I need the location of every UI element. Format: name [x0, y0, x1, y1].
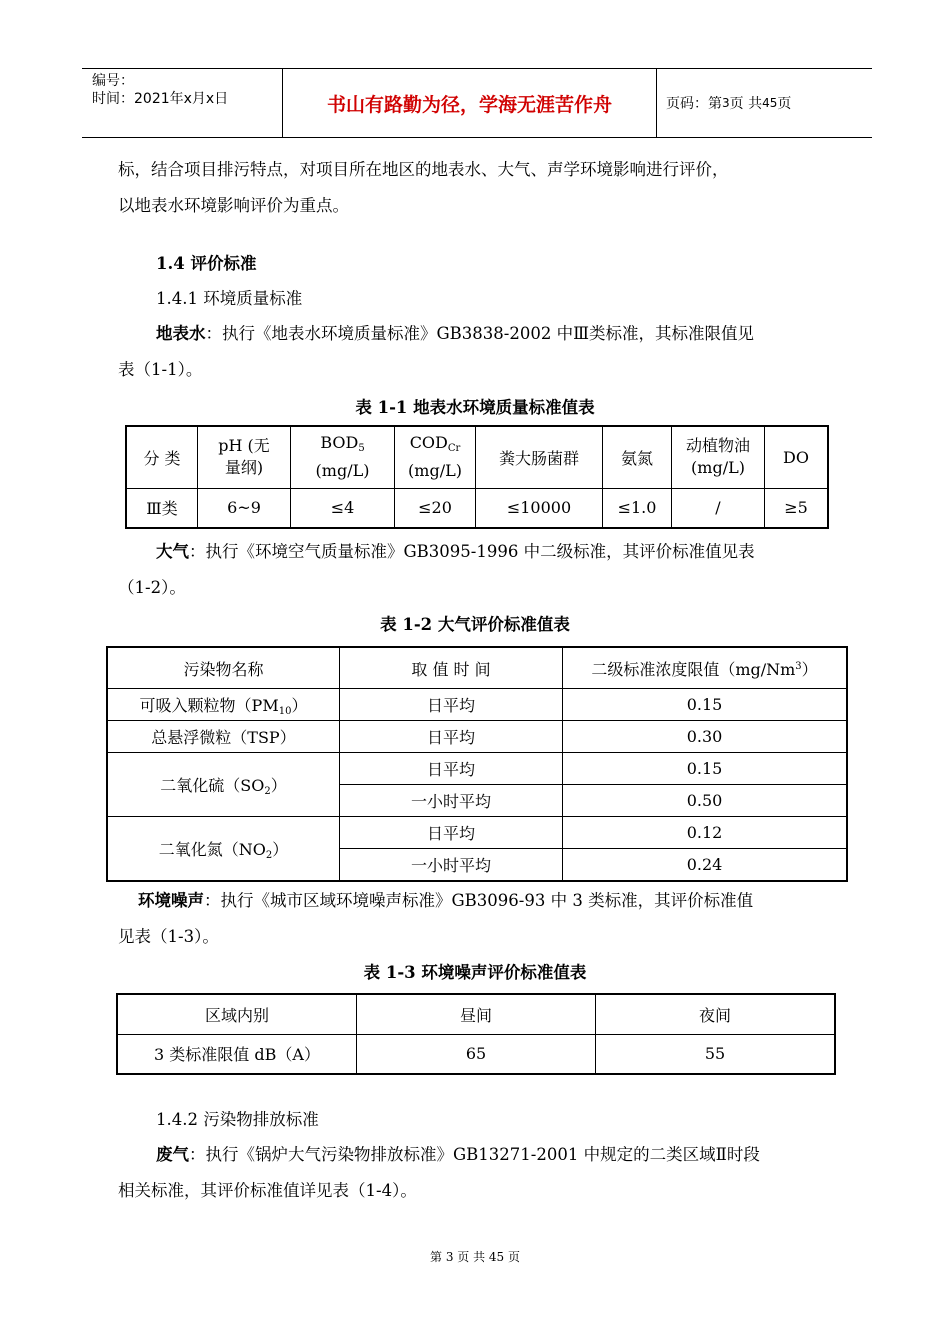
table-cell: 0.15 [563, 753, 848, 785]
header-cod-sub: Cr [447, 443, 461, 455]
header-cod [395, 432, 475, 460]
header-coliform: 粪大肠菌群 [498, 448, 579, 468]
header-oil-2: (mg/L) [691, 458, 745, 478]
header-page-mid: 页 共 [729, 96, 763, 112]
header-page-end: 页 [777, 96, 792, 112]
air-line-1 [118, 534, 838, 570]
noise-text-1: ：执行《城市区域环境噪声标准》GB3096-93 中 3 类标准，其评价标准值 [204, 891, 754, 910]
header-number: 编号： [92, 73, 134, 89]
header-page-total: 45 [762, 96, 778, 110]
table-header-cell [395, 426, 476, 488]
table-cell: 0.30 [563, 721, 848, 753]
table-header-cell [198, 426, 291, 488]
header-time: 时间：2021年x月x日 [92, 91, 229, 107]
table-row [107, 689, 847, 721]
table-cell: 日平均 [340, 817, 563, 849]
surface-water-text-1: ：执行《地表水环境质量标准》GB3838-2002 中Ⅲ类标准，其标准限值见 [205, 324, 755, 343]
header-ammonia: 氨氮 [620, 448, 653, 468]
pollutant-tsp: 总悬浮微粒（TSP） [107, 721, 340, 753]
header-do: DO [783, 447, 809, 467]
header-ph-1: pH (无 [218, 436, 270, 456]
intro-paragraph [118, 152, 838, 224]
table-cell: 0.12 [563, 817, 848, 849]
table-cell: 65 [357, 1034, 596, 1074]
pollutant-pm10 [107, 689, 340, 721]
table-header-cell [476, 426, 603, 488]
header-oil-1: 动植物油 [685, 436, 750, 456]
noise-paragraph [118, 883, 838, 955]
page-footer: 第 3 页 共 45 页 [430, 1250, 520, 1264]
table-header-cell: 取 值 时 间 [340, 647, 563, 689]
pollutant-so2 [107, 753, 340, 817]
air-standards-table [106, 646, 848, 882]
table-cell: 3 类标准限值 dB（A） [117, 1034, 357, 1074]
header-bod-text: BOD [320, 433, 359, 453]
table-cell: 0.50 [563, 785, 848, 817]
header-limit-sup: 3 [795, 660, 802, 672]
header-page-label: 页码：第 [666, 96, 722, 112]
header-bod [291, 432, 394, 460]
noise-label: 环境噪声 [138, 891, 204, 910]
exhaust-line-2: 相关标准，其评价标准值详见表（1-4）。 [118, 1181, 417, 1200]
table-cell: 6~9 [198, 488, 291, 528]
exhaust-label: 废气 [156, 1145, 189, 1164]
header-meta [82, 69, 283, 137]
no2-text: 二氧化氮（NO [158, 839, 266, 859]
table3-caption: 表 1-3 环境噪声评价标准值表 [363, 963, 587, 982]
table-cell: ≥5 [765, 488, 829, 528]
section-heading-1-4-1: 1.4.1 环境质量标准 [156, 289, 303, 308]
table-row [107, 647, 847, 689]
table-row [126, 488, 828, 528]
so2-end: ） [270, 775, 287, 795]
exhaust-text-1: ：执行《锅炉大气污染物排放标准》GB13271-2001 中规定的二类区域Ⅱ时段 [189, 1145, 760, 1164]
table-cell: 一小时平均 [340, 785, 563, 817]
pm10-sub: 10 [278, 705, 292, 717]
table-row [107, 817, 847, 849]
table-row [117, 994, 835, 1034]
table-cell: ≤1.0 [603, 488, 672, 528]
no2-end: ） [272, 839, 289, 859]
table1-caption: 表 1-1 地表水环境质量标准值表 [355, 398, 595, 417]
table-header-cell [126, 426, 198, 488]
header-bod-sub: 5 [358, 443, 365, 455]
table-header-cell: 昼间 [357, 994, 596, 1034]
table-cell: / [672, 488, 765, 528]
table-row [107, 753, 847, 785]
exhaust-line-1 [118, 1137, 838, 1173]
noise-line-2: 见表（1-3）。 [118, 927, 219, 946]
table-cell: 日平均 [340, 689, 563, 721]
intro-line-1: 标，结合项目排污特点，对项目所在地区的地表水、大气、声学环境影响进行评价， [118, 160, 729, 179]
header-cod-unit: (mg/L) [408, 461, 462, 481]
section-heading-1-4: 1.4 评价标准 [156, 254, 257, 273]
no2-sub: 2 [265, 849, 273, 861]
table-cell: 日平均 [340, 753, 563, 785]
table-cell: 一小时平均 [340, 849, 563, 882]
table-header-cell [603, 426, 672, 488]
surface-water-line-1 [118, 316, 838, 352]
air-line-2: （1-2）。 [118, 578, 186, 597]
table-header-cell: 夜间 [596, 994, 836, 1034]
air-paragraph [118, 534, 838, 606]
table-cell: ≤4 [291, 488, 395, 528]
surface-water-standards-table [125, 425, 829, 529]
surface-water-label: 地表水 [156, 324, 206, 343]
table-cell: 日平均 [340, 721, 563, 753]
document-header [82, 68, 872, 138]
table-header-cell: 污染物名称 [107, 647, 340, 689]
table-cell: Ⅲ类 [126, 488, 198, 528]
intro-line-2: 以地表水环境影响评价为重点。 [118, 196, 349, 215]
table-header-cell [765, 426, 829, 488]
table-cell: 0.24 [563, 849, 848, 882]
table2-caption: 表 1-2 大气评价标准值表 [380, 615, 570, 634]
header-page-info [656, 69, 872, 137]
exhaust-paragraph [118, 1137, 838, 1209]
pm10-text: 可吸入颗粒物（PM [139, 695, 279, 715]
header-ph-2: 量纲) [224, 458, 264, 478]
surface-water-paragraph [118, 316, 838, 388]
table-header-cell: 区域内别 [117, 994, 357, 1034]
header-page-current: 3 [722, 96, 730, 110]
header-limit-text: 二级标准浓度限值（mg/Nm [591, 659, 796, 679]
table-cell: 55 [596, 1034, 836, 1074]
table-header-cell [291, 426, 395, 488]
table-row [107, 721, 847, 753]
header-bod-unit: (mg/L) [315, 461, 370, 481]
air-label: 大气 [156, 542, 189, 561]
header-category: 分 类 [143, 448, 181, 468]
surface-water-line-2: 表（1-1）。 [118, 360, 203, 379]
so2-text: 二氧化硫（SO [160, 775, 265, 795]
table-row [117, 1034, 835, 1074]
table-row [126, 426, 828, 488]
pm10-end: ） [291, 695, 308, 715]
header-cod-text: COD [409, 433, 448, 453]
so2-sub: 2 [264, 785, 271, 797]
air-text-1: ：执行《环境空气质量标准》GB3095-1996 中二级标准，其评价标准值见表 [189, 542, 755, 561]
noise-line-1 [118, 883, 838, 919]
table-cell: ≤10000 [476, 488, 603, 528]
pollutant-no2 [107, 817, 340, 882]
table-header-cell [672, 426, 765, 488]
header-limit-end: ） [801, 659, 818, 679]
section-heading-1-4-2: 1.4.2 污染物排放标准 [156, 1110, 319, 1129]
noise-standards-table [116, 993, 836, 1075]
table-cell: 0.15 [563, 689, 848, 721]
header-motto: 书山有路勤为径，学海无涯苦作舟 [283, 69, 657, 137]
table-cell: ≤20 [395, 488, 476, 528]
table-header-cell [563, 647, 848, 689]
